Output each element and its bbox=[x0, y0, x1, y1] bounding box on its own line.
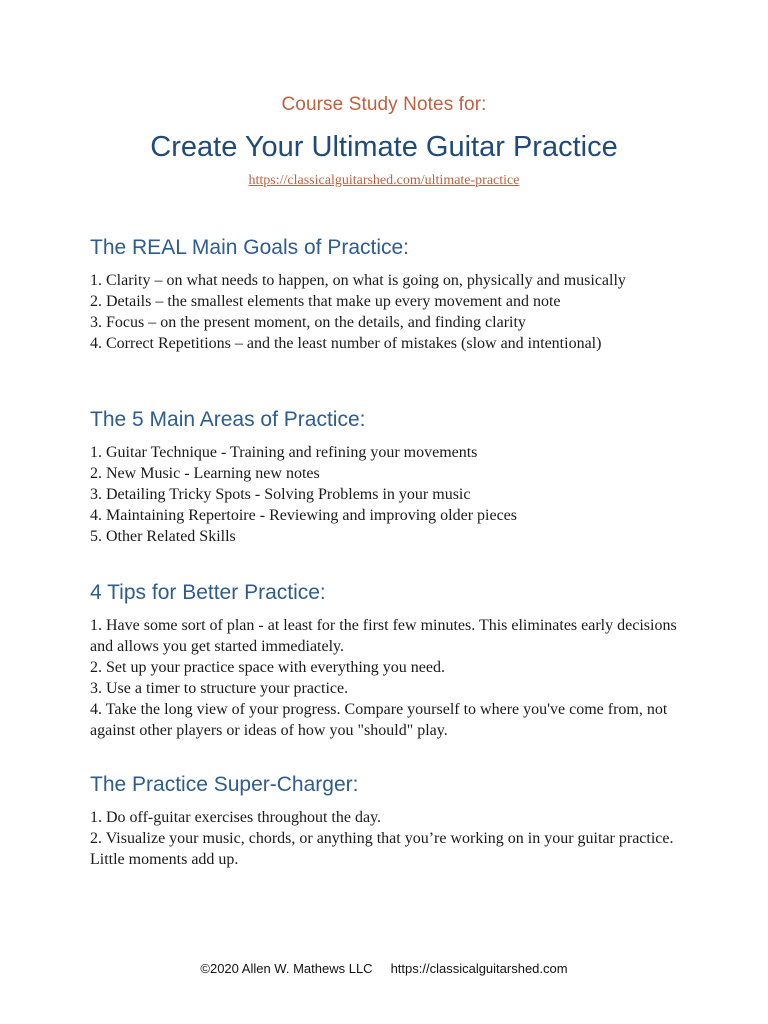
list-item: 4. Take the long view of your progress. Compare yourself to where you've come from, not against other players or ideas of how you "should" play. bbox=[90, 701, 668, 739]
list-item: 4. Maintaining Repertoire - Reviewing and improving older pieces bbox=[90, 507, 517, 524]
list-item: 3. Focus – on the present moment, on the details, and finding clarity bbox=[90, 314, 526, 331]
goals-list bbox=[90, 270, 690, 354]
section-super-charger bbox=[90, 771, 690, 870]
section-heading: The Practice Super-Charger: bbox=[90, 773, 359, 796]
page-subtitle: Course Study Notes for: bbox=[281, 94, 487, 115]
list-item: 2. Details – the smallest elements that make up every movement and note bbox=[90, 293, 561, 310]
list-item: 2. Set up your practice space with everything you need. bbox=[90, 659, 445, 676]
footer-website: https://classicalguitarshed.com bbox=[390, 961, 568, 976]
areas-list bbox=[90, 442, 690, 547]
section-heading: 4 Tips for Better Practice: bbox=[90, 581, 326, 604]
page-footer bbox=[0, 961, 768, 976]
list-item: 1. Have some sort of plan - at least for the first few minutes. This eliminates early decisions and allows you get started immediately. bbox=[90, 617, 677, 655]
super-charger-list bbox=[90, 807, 690, 870]
section-heading: The REAL Main Goals of Practice: bbox=[90, 236, 410, 259]
course-link[interactable]: https://classicalguitarshed.com/ultimate-practice bbox=[248, 173, 520, 188]
list-item: 5. Other Related Skills bbox=[90, 528, 236, 545]
list-item: 4. Correct Repetitions – and the least number of mistakes (slow and intentional) bbox=[90, 335, 602, 352]
list-item: 2. New Music - Learning new notes bbox=[90, 465, 320, 482]
list-item: 3. Use a timer to structure your practice. bbox=[90, 680, 349, 697]
list-item: 1. Guitar Technique - Training and refining your movements bbox=[90, 444, 478, 461]
course-url bbox=[0, 173, 768, 189]
section-main-areas bbox=[90, 406, 690, 547]
list-item: 1. Clarity – on what needs to happen, on what is going on, physically and musically bbox=[90, 272, 626, 289]
tips-list bbox=[90, 615, 690, 741]
section-main-goals bbox=[90, 234, 690, 354]
section-tips bbox=[90, 579, 690, 741]
list-item: 3. Detailing Tricky Spots - Solving Problems in your music bbox=[90, 486, 471, 503]
footer-copyright: ©2020 Allen W. Mathews LLC bbox=[200, 961, 373, 976]
page-title: Create Your Ultimate Guitar Practice bbox=[150, 131, 618, 163]
section-heading: The 5 Main Areas of Practice: bbox=[90, 408, 366, 431]
list-item: 2. Visualize your music, chords, or anything that you’re working on in your guitar practice. Little moments add up. bbox=[90, 830, 674, 868]
list-item: 1. Do off-guitar exercises throughout the day. bbox=[90, 809, 382, 826]
